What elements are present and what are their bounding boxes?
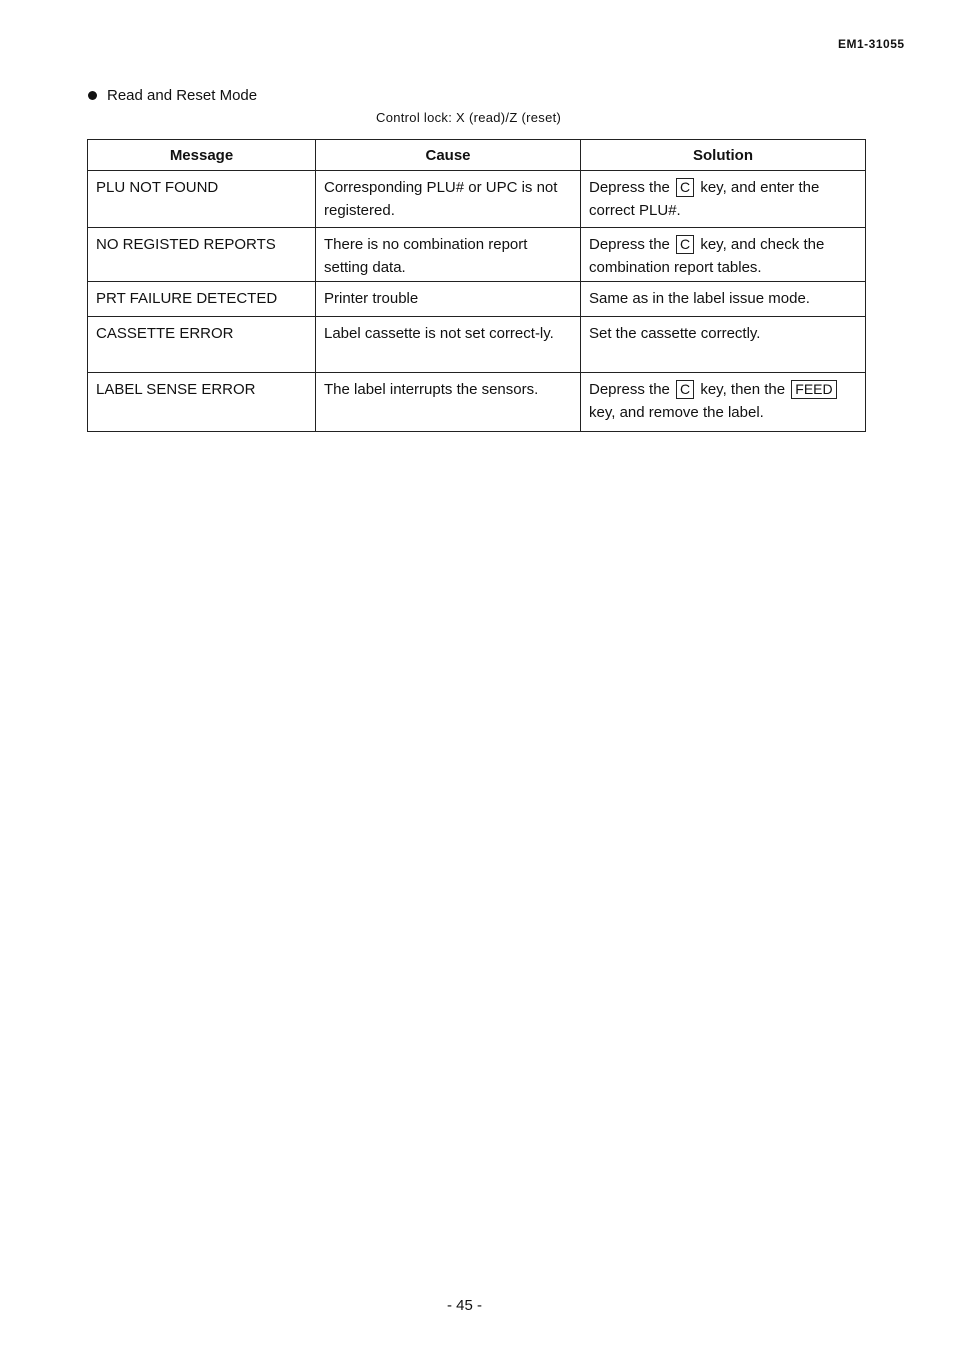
table-row (88, 373, 866, 432)
solution-cell (581, 373, 866, 432)
table-row (88, 317, 866, 373)
c-key-icon: C (676, 178, 694, 197)
solution-text: key, and enter the correct PLU#. (589, 179, 820, 219)
document-id: EM1-31055 (838, 37, 905, 51)
cause-cell: Printer trouble (316, 282, 581, 317)
message-cell: PLU NOT FOUND (88, 171, 316, 228)
cause-cell: The label interrupts the sensors. (316, 373, 581, 432)
solution-text: key, and check the combination report tables. (589, 236, 825, 276)
feed-key-icon: FEED (791, 380, 836, 399)
cause-cell: Label cassette is not set correct-ly. (316, 317, 581, 373)
message-cell: LABEL SENSE ERROR (88, 373, 316, 432)
message-cell: PRT FAILURE DETECTED (88, 282, 316, 317)
c-key-icon: C (676, 380, 694, 399)
table-header-row (88, 140, 866, 171)
header-cause: Cause (316, 140, 581, 171)
header-message: Message (88, 140, 316, 171)
solution-text: key, and remove the label. (589, 404, 764, 421)
table-row (88, 228, 866, 282)
error-message-table (87, 139, 866, 432)
solution-cell (581, 171, 866, 228)
control-lock-note: Control lock: X (read)/Z (reset) (376, 110, 562, 125)
message-cell: CASSETTE ERROR (88, 317, 316, 373)
solution-text: key, then the (700, 381, 786, 398)
page-number: - 45 - (447, 1297, 483, 1314)
section-title: Read and Reset Mode (107, 87, 258, 104)
table-row (88, 282, 866, 317)
header-solution: Solution (581, 140, 866, 171)
solution-cell: Same as in the label issue mode. (581, 282, 866, 317)
c-key-icon: C (676, 235, 694, 254)
cause-cell: Corresponding PLU# or UPC is not registered. (316, 171, 581, 228)
bullet-icon (88, 91, 97, 100)
message-cell: NO REGISTED REPORTS (88, 228, 316, 282)
solution-text: Depress the (589, 381, 670, 398)
solution-cell: Set the cassette correctly. (581, 317, 866, 373)
table-row (88, 171, 866, 228)
solution-cell (581, 228, 866, 282)
solution-text: Depress the (589, 179, 670, 196)
cause-cell: There is no combination report setting data. (316, 228, 581, 282)
solution-text: Depress the (589, 236, 670, 253)
section-heading (88, 87, 257, 104)
